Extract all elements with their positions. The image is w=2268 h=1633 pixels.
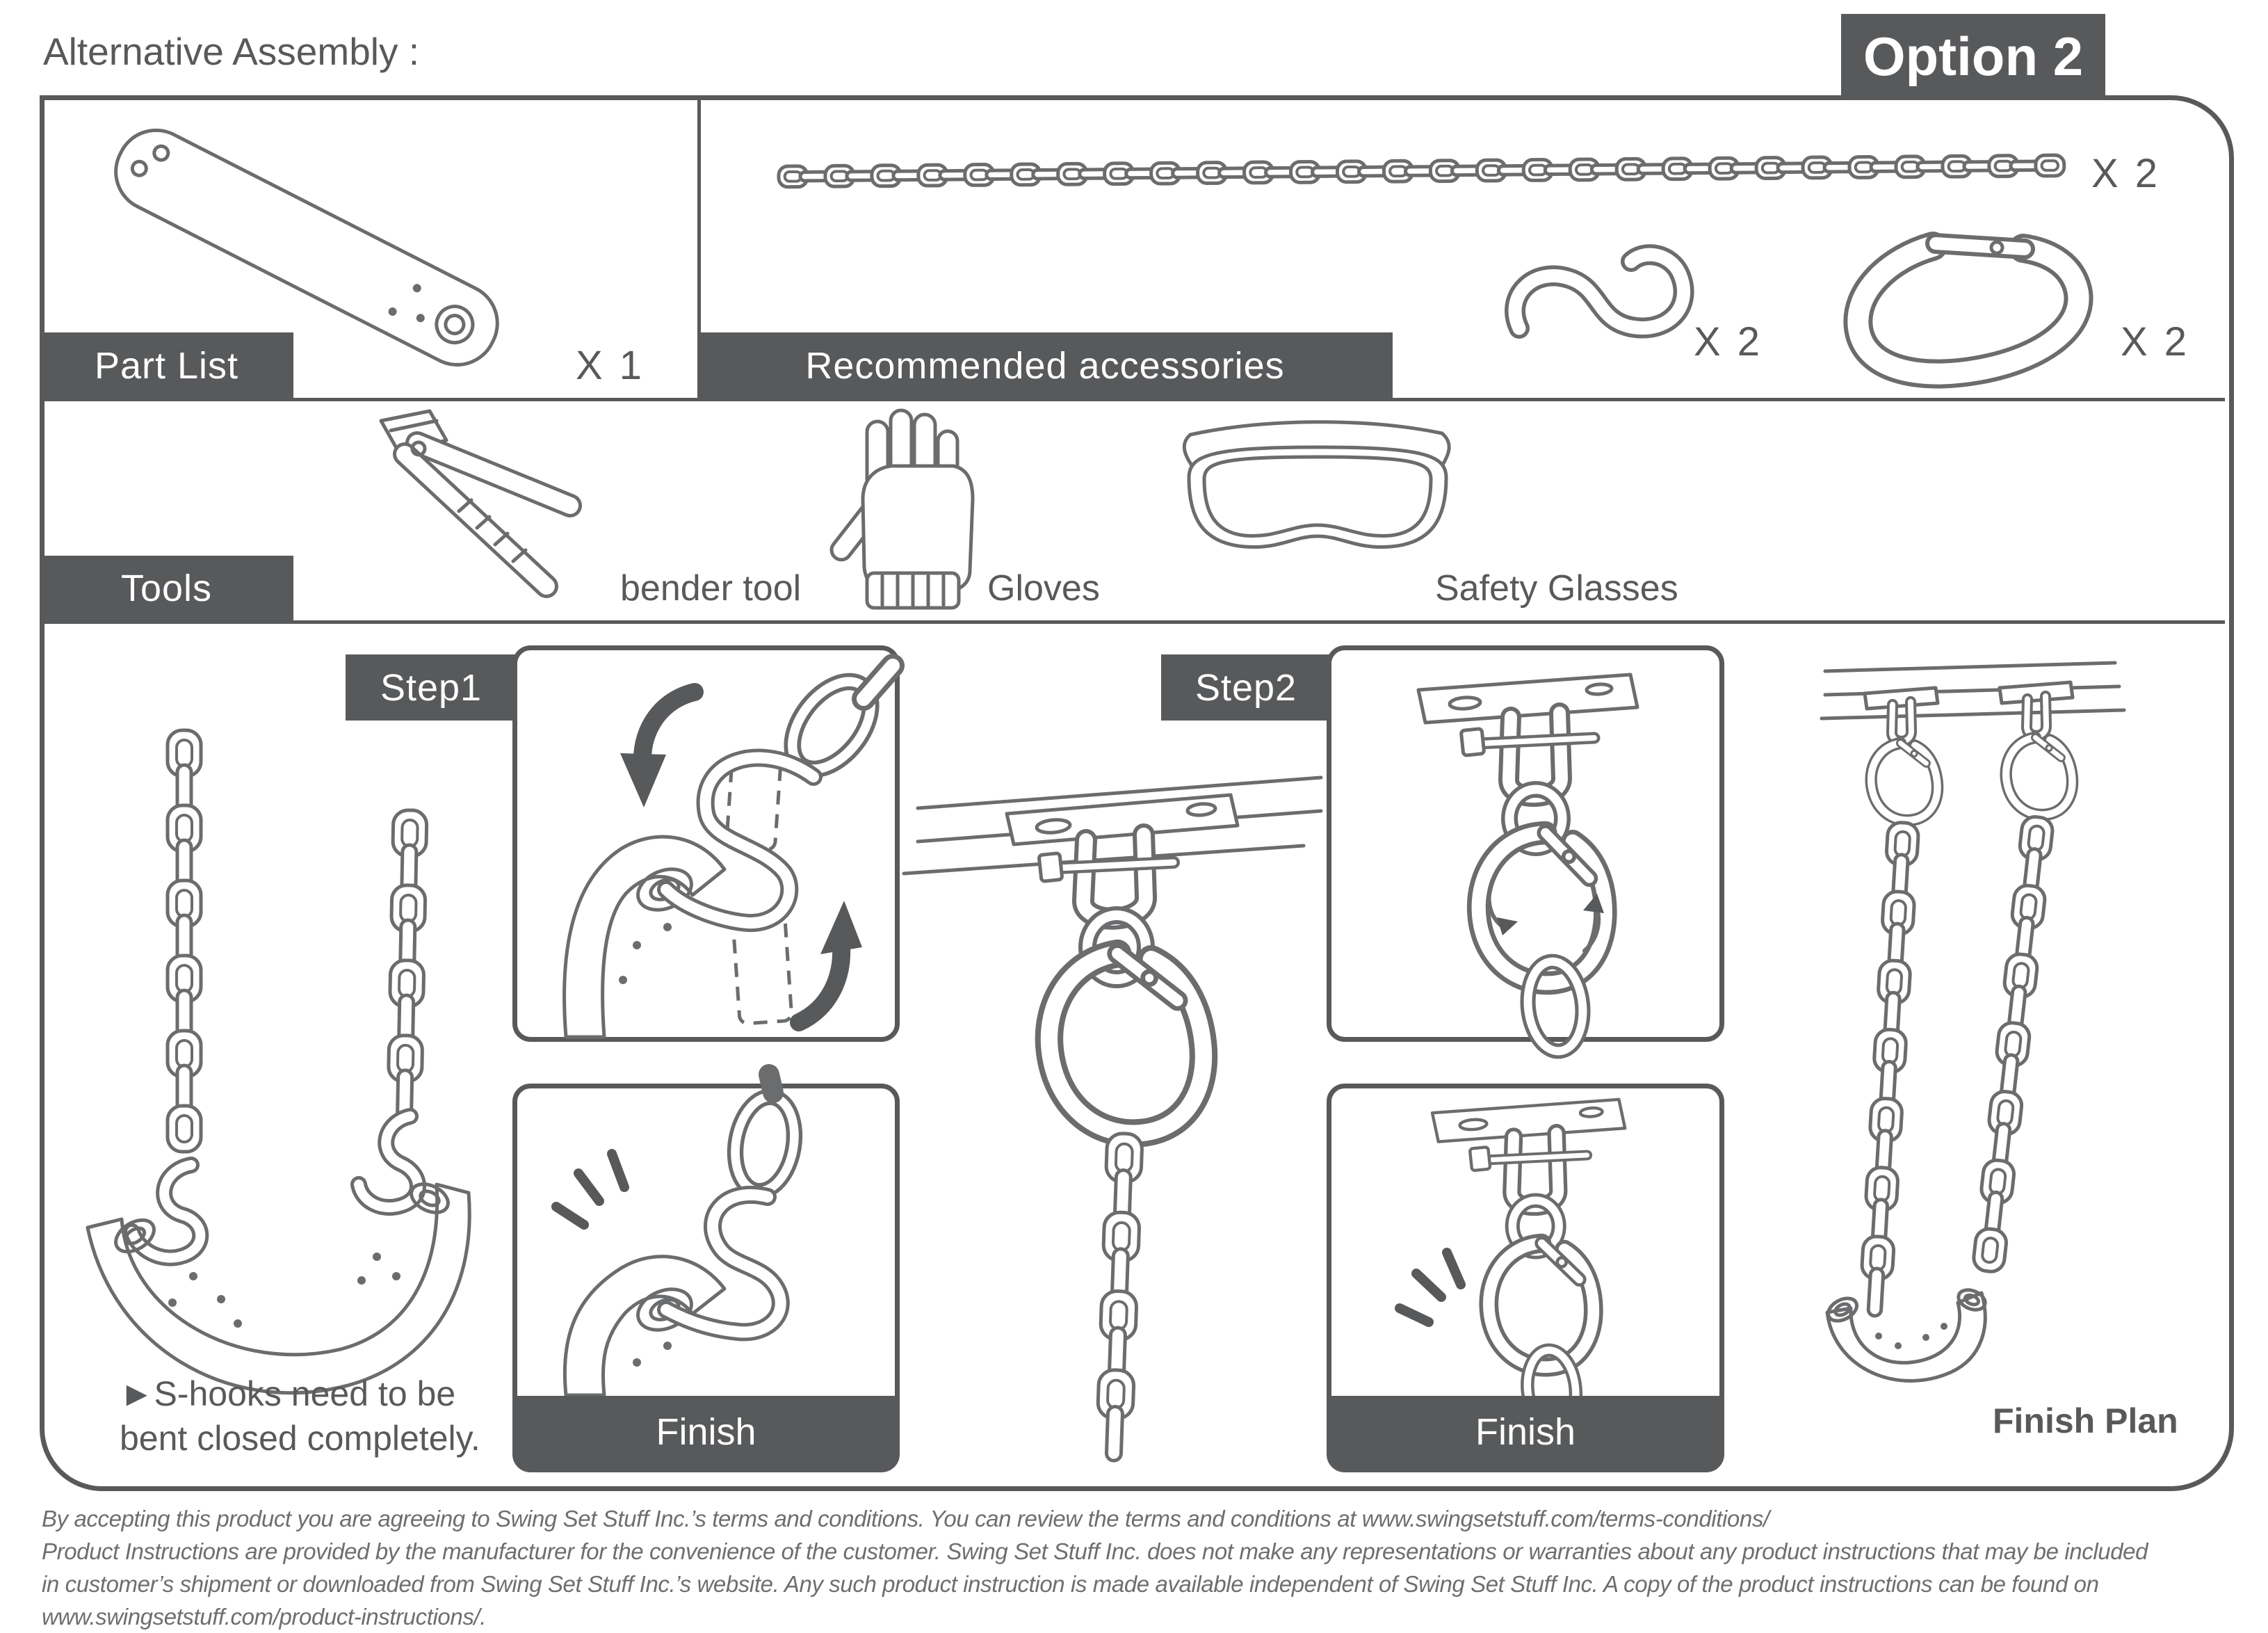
bender-tool-label: bender tool [620,568,802,609]
s-hook-note-line1: ►S-hooks need to be [120,1374,456,1413]
step1-detail-box [512,645,900,1042]
finished-swing-icon [1815,650,2239,1398]
step1-finish-box [512,1084,900,1472]
tools-label: Tools [120,568,213,609]
step2-detail-icon [1331,650,1719,1037]
bender-tool-icon [341,400,633,616]
step1-finish-label: Finish [656,1410,756,1453]
step1-bar [346,654,517,721]
step2-label: Step2 [1194,666,1297,709]
s-hook-note-line2: bent closed completely. [120,1419,480,1458]
s-hook-note [120,1371,480,1461]
hanger-chain-icon [904,723,1328,1471]
finish-plan-label: Finish Plan [1993,1401,2178,1440]
s-hook-qty: X 2 [1694,319,1763,364]
step2-finish-icon [1331,1088,1719,1395]
legal-footer [42,1502,2239,1633]
step1-finish-icon [517,1088,895,1395]
legal-line-3: in customer’s shipment or downloaded from Swing Set Stuff Inc.’s website. Any such product instruction is made available independent of Swing Set Stuff Inc. A copy of the product instructions can be found on [42,1571,2099,1597]
swing-with-chains-icon [63,720,501,1381]
s-hook-icon [1502,223,1724,362]
step2-detail-box [1327,645,1724,1042]
step2-finish-box [1327,1084,1724,1472]
carabiner-qty: X 2 [2121,319,2190,364]
step2-finish-label: Finish [1475,1410,1576,1453]
safety-glasses-label: Safety Glasses [1435,568,1678,609]
step2-bar [1161,654,1331,721]
accessories-bar [697,332,1393,399]
gloves-label: Gloves [987,568,1100,609]
tools-bar [40,556,293,621]
carabiner-icon [1822,209,2114,389]
step1-label: Step1 [380,666,483,709]
page-title: Alternative Assembly : [43,30,420,73]
chain-icon [758,134,2079,217]
swing-seat-icon [97,104,584,376]
part-list-label: Part List [94,344,239,387]
row-divider-2 [43,620,2225,624]
safety-glasses-icon [1161,414,1474,595]
gloves-icon [824,395,1005,619]
step2-finish-bar [1331,1396,1719,1467]
legal-line-1: By accepting this product you are agreeing to Swing Set Stuff Inc.’s terms and conditions. You can review the terms and conditions at www.swingsetstuff.com/terms-conditions/ [42,1506,1769,1531]
seat-qty: X 1 [576,343,645,388]
chain-qty: X 2 [2091,151,2161,196]
legal-line-4: www.swingsetstuff.com/product-instructions/. [42,1604,486,1630]
legal-line-2: Product Instructions are provided by the manufacturer for the convenience of the customer. Swing Set Stuff Inc. does not make any representations or warranties about any product instructions that may be included [42,1538,2148,1564]
option-badge: Option 2 [1841,14,2105,99]
step1-detail-icon [517,650,895,1037]
accessories-label: Recommended accessories [805,344,1285,387]
step1-finish-bar [517,1396,895,1467]
